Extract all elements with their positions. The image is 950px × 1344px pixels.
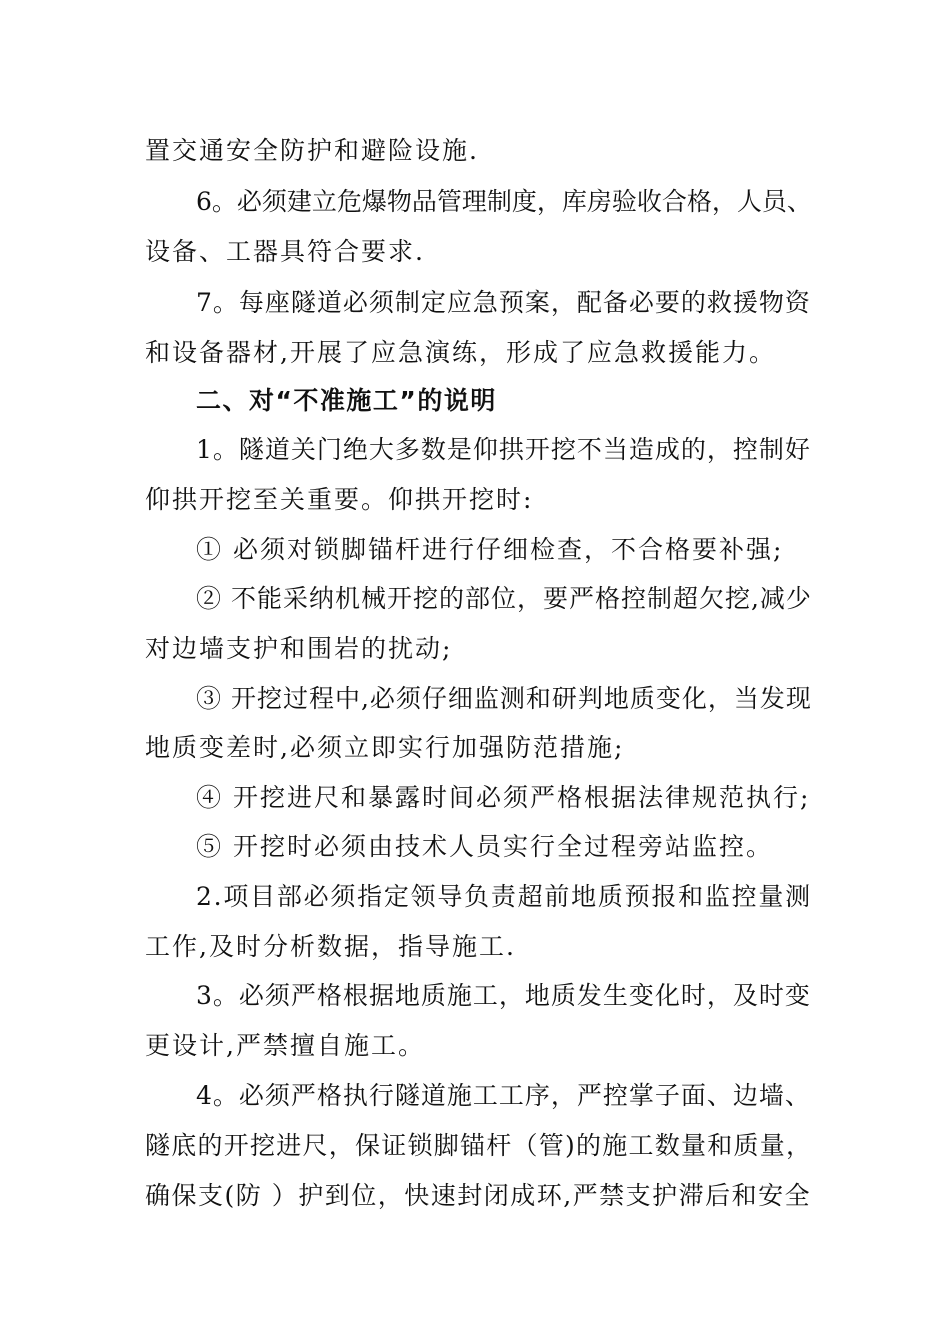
text-line: 3。必须严格根据地质施工，地质发生变化时，及时变 [196,981,811,1010]
text-line: 工作,及时分析数据，指导施工. [145,932,516,961]
text-line: 更设计,严禁擅自施工。 [145,1031,425,1060]
text-line: 7。每座隧道必须制定应急预案，配备必要的救援物资 [196,288,811,317]
text-line: 仰拱开挖至关重要。仰拱开挖时: [145,485,534,514]
text-line: 对边墙支护和围岩的扰动; [145,634,453,663]
text-line: 2.项目部必须指定领导负责超前地质预报和监控量测 [196,882,812,911]
text-line: 置交通安全防护和避险设施. [145,136,479,165]
list-item: ① 必须对锁脚锚杆进行仔细检查，不合格要补强; [196,535,784,564]
text-line: 设备、工器具符合要求. [145,237,425,266]
text-line: 隧底的开挖进尺，保证锁脚锚杆（管)的施工数量和质量， [145,1131,813,1160]
text-line: 1。隧道关门绝大多数是仰拱开挖不当造成的，控制好 [196,435,811,464]
list-item: ④ 开挖进尺和暴露时间必须严格根据法律规范执行; [196,783,811,812]
list-item: ③ 开挖过程中,必须仔细监测和研判地质变化，当发现 [196,684,812,713]
text-line: 地质变差时,必须立即实行加强防范措施; [145,733,625,762]
list-item: ⑤ 开挖时必须由技术人员实行全过程旁站监控。 [196,832,773,861]
text-line: 和设备器材,开展了应急演练，形成了应急救援能力。 [145,338,776,367]
text-line: 确保支(防 ）护到位，快速封闭成环,严禁支护滞后和安全 [145,1181,812,1210]
list-item: ② 不能采纳机械开挖的部位，要严格控制超欠挖,减少 [196,584,812,613]
section-heading: 二、对“不准施工”的说明 [196,386,497,415]
text-line: 6。必须建立危爆物品管理制度，库房验收合格，人员、 [196,187,812,216]
text-line: 4。必须严格执行隧道施工工序，严控掌子面、边墙、 [196,1081,811,1110]
